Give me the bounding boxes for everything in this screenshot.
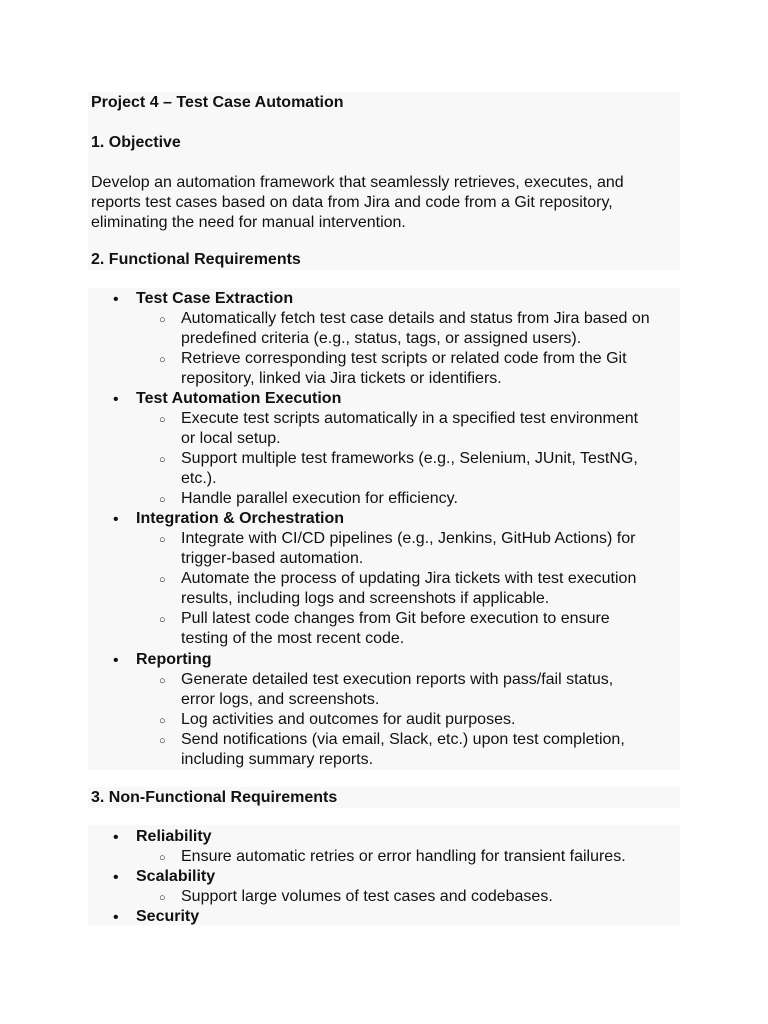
- requirement-line: results, including logs and screenshots if applicable.: [181, 590, 550, 607]
- circle-bullet-icon: ○: [159, 574, 166, 586]
- circle-bullet-icon: ○: [159, 852, 166, 864]
- circle-bullet-icon: ○: [159, 354, 166, 366]
- group-label: Reliability: [136, 828, 212, 845]
- circle-bullet-icon: ○: [159, 614, 166, 626]
- requirement-line: repository, linked via Jira tickets or identifiers.: [181, 370, 502, 387]
- nonfunctional-heading: 3. Non-Functional Requirements: [91, 789, 338, 806]
- bullet-icon: •: [113, 909, 119, 926]
- objective-line: Develop an automation framework that seamlessly retrieves, executes, and: [91, 174, 624, 191]
- group-label: Test Automation Execution: [136, 390, 342, 407]
- bullet-icon: •: [113, 391, 119, 408]
- requirement-line: Pull latest code changes from Git before execution to ensure: [181, 610, 610, 627]
- requirement-line: error logs, and screenshots.: [181, 691, 380, 708]
- requirement-line: predefined criteria (e.g., status, tags, or assigned users).: [181, 330, 582, 347]
- group-label: Reporting: [136, 651, 212, 668]
- requirement-line: Log activities and outcomes for audit purposes.: [181, 711, 516, 728]
- requirement-line: Ensure automatic retries or error handling for transient failures.: [181, 848, 626, 865]
- bullet-icon: •: [113, 652, 119, 669]
- circle-bullet-icon: ○: [159, 314, 166, 326]
- requirement-line: etc.).: [181, 470, 217, 487]
- requirement-line: Support large volumes of test cases and codebases.: [181, 888, 553, 905]
- requirement-line: or local setup.: [181, 430, 281, 447]
- bullet-icon: •: [113, 829, 119, 846]
- requirement-line: Send notifications (via email, Slack, etc.) upon test completion,: [181, 731, 625, 748]
- requirement-line: Integrate with CI/CD pipelines (e.g., Jenkins, GitHub Actions) for: [181, 530, 636, 547]
- objective-line: eliminating the need for manual intervention.: [91, 214, 406, 231]
- requirement-line: trigger-based automation.: [181, 550, 364, 567]
- circle-bullet-icon: ○: [159, 534, 166, 546]
- objective-line: reports test cases based on data from Jira and code from a Git repository,: [91, 194, 613, 211]
- circle-bullet-icon: ○: [159, 715, 166, 727]
- group-label: Security: [136, 908, 200, 925]
- requirement-line: Generate detailed test execution reports with pass/fail status,: [181, 671, 614, 688]
- requirement-line: testing of the most recent code.: [181, 630, 405, 647]
- group-label: Integration & Orchestration: [136, 510, 345, 527]
- document-title: Project 4 – Test Case Automation: [91, 94, 344, 111]
- requirement-line: Execute test scripts automatically in a specified test environment: [181, 410, 639, 427]
- circle-bullet-icon: ○: [159, 414, 166, 426]
- requirement-line: Automatically fetch test case details and status from Jira based on: [181, 310, 650, 327]
- requirement-line: Automate the process of updating Jira tickets with test execution: [181, 570, 637, 587]
- circle-bullet-icon: ○: [159, 494, 166, 506]
- circle-bullet-icon: ○: [159, 454, 166, 466]
- bullet-icon: •: [113, 511, 119, 528]
- circle-bullet-icon: ○: [159, 892, 166, 904]
- bullet-icon: •: [113, 869, 119, 886]
- circle-bullet-icon: ○: [159, 675, 166, 687]
- requirement-line: including summary reports.: [181, 751, 374, 768]
- requirement-line: Retrieve corresponding test scripts or related code from the Git: [181, 350, 627, 367]
- group-label: Test Case Extraction: [136, 290, 294, 307]
- requirement-line: Handle parallel execution for efficiency.: [181, 490, 458, 507]
- objective-heading: 1. Objective: [91, 134, 181, 151]
- group-label: Scalability: [136, 868, 216, 885]
- bullet-icon: •: [113, 291, 119, 308]
- requirement-line: Support multiple test frameworks (e.g., Selenium, JUnit, TestNG,: [181, 450, 638, 467]
- circle-bullet-icon: ○: [159, 735, 166, 747]
- functional-heading: 2. Functional Requirements: [91, 251, 301, 268]
